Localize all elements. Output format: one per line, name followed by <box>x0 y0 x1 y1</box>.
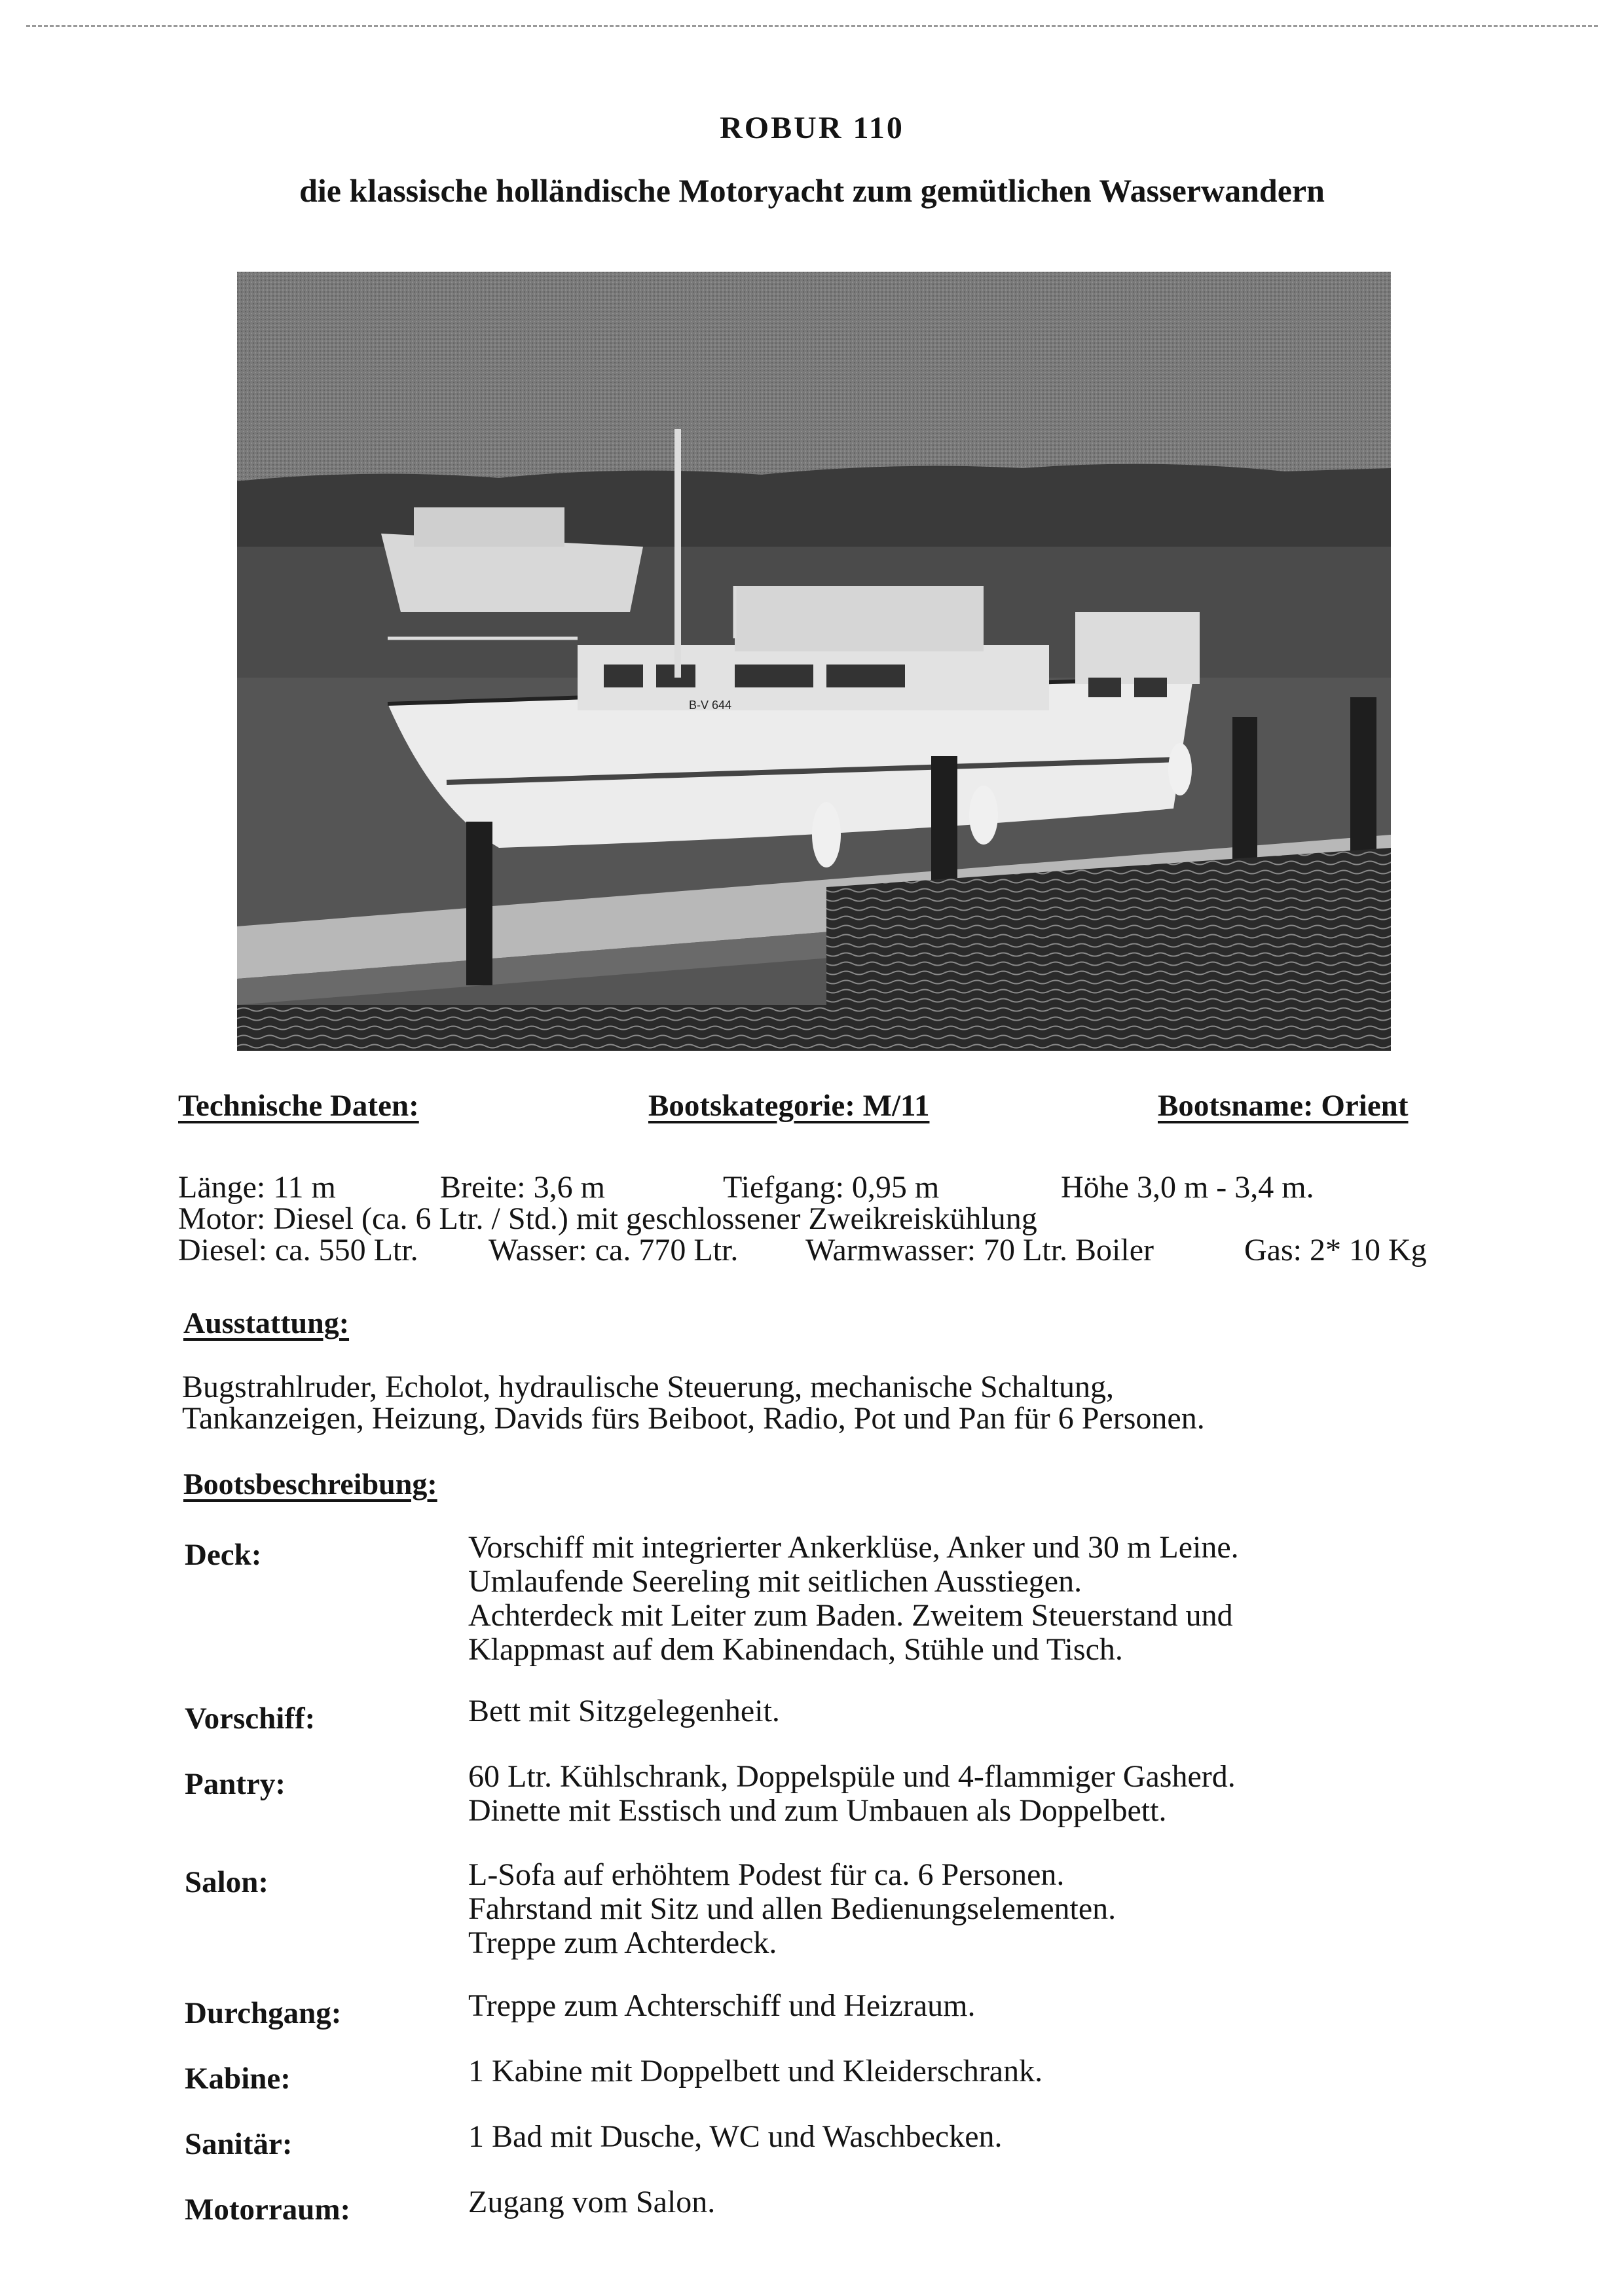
desc-sanitaer <box>468 2120 1003 2154</box>
desc-line: Achterdeck mit Leiter zum Baden. Zweitem Steuerstand und <box>468 1598 1233 1633</box>
header-boat-name: Bootsname: Orient <box>1158 1089 1409 1123</box>
label-kabine: Kabine: <box>185 2062 291 2096</box>
desc-line: Vorschiff mit integrierter Ankerklüse, Anker und 30 m Leine. <box>468 1530 1239 1565</box>
spec-gas: Gas: 2* 10 Kg <box>1244 1233 1427 1267</box>
label-vorschiff: Vorschiff: <box>185 1702 316 1736</box>
label-pantry: Pantry: <box>185 1767 286 1801</box>
desc-line: L-Sofa auf erhöhtem Podest für ca. 6 Personen. <box>468 1857 1065 1892</box>
ausstattung-line: Tankanzeigen, Heizung, Davids fürs Beiboot, Radio, Pot und Pan für 6 Personen. <box>182 1401 1205 1436</box>
desc-motorraum <box>468 2185 715 2219</box>
registration-text: B-V 644 <box>689 699 732 712</box>
spec-warmwasser: Warmwasser: 70 Ltr. Boiler <box>805 1233 1154 1267</box>
desc-line: 1 Bad mit Dusche, WC und Waschbecken. <box>468 2119 1003 2154</box>
spec-wasser: Wasser: ca. 770 Ltr. <box>489 1233 739 1267</box>
page-title: ROBUR 110 <box>720 111 904 145</box>
desc-pantry <box>468 1760 1236 1828</box>
top-dashed-rule <box>26 25 1598 27</box>
label-deck: Deck: <box>185 1538 262 1572</box>
desc-line: Zugang vom Salon. <box>468 2185 716 2219</box>
desc-durchgang <box>468 1989 975 2023</box>
ausstattung-line: Bugstrahlruder, Echolot, hydraulische Steuerung, mechanische Schaltung, <box>182 1370 1115 1404</box>
desc-vorschiff <box>468 1694 780 1728</box>
desc-line: Bett mit Sitzgelegenheit. <box>468 1694 780 1728</box>
boat-photo <box>237 272 1391 1051</box>
desc-line: 1 Kabine mit Doppelbett und Kleiderschrank. <box>468 2054 1043 2088</box>
beschreibung-heading: Bootsbeschreibung: <box>183 1467 437 1501</box>
spec-hoehe: Höhe 3,0 m - 3,4 m. <box>1061 1170 1314 1205</box>
header-technical: Technische Daten: <box>178 1089 419 1123</box>
label-durchgang: Durchgang: <box>185 1996 342 2030</box>
spec-motor: Motor: Diesel (ca. 6 Ltr. / Std.) mit geschlossener Zweikreiskühlung <box>178 1201 1037 1236</box>
spec-tiefgang: Tiefgang: 0,95 m <box>723 1170 940 1205</box>
ausstattung-heading: Ausstattung: <box>183 1306 350 1339</box>
header-category: Bootskategorie: M/11 <box>648 1089 930 1123</box>
desc-line: Klappmast auf dem Kabinendach, Stühle und Tisch. <box>468 1632 1123 1667</box>
desc-salon <box>468 1858 1116 1960</box>
desc-line: Dinette mit Esstisch und zum Umbauen als Doppelbett. <box>468 1793 1167 1828</box>
desc-line: Fahrstand mit Sitz und allen Bedienungselementen. <box>468 1891 1116 1926</box>
desc-line: 60 Ltr. Kühlschrank, Doppelspüle und 4-flammiger Gasherd. <box>468 1759 1236 1794</box>
page-subtitle: die klassische holländische Motoryacht zum gemütlichen Wasserwandern <box>299 172 1325 209</box>
label-sanitaer: Sanitär: <box>185 2127 293 2161</box>
desc-deck <box>468 1531 1239 1667</box>
desc-line: Treppe zum Achterdeck. <box>468 1925 777 1960</box>
spec-breite: Breite: 3,6 m <box>440 1170 605 1205</box>
desc-line: Umlaufende Seereling mit seitlichen Ausstiegen. <box>468 1564 1082 1599</box>
label-salon: Salon: <box>185 1865 268 1899</box>
desc-kabine <box>468 2054 1043 2088</box>
spec-laenge: Länge: 11 m <box>178 1170 336 1205</box>
label-motorraum: Motorraum: <box>185 2193 351 2227</box>
spec-diesel: Diesel: ca. 550 Ltr. <box>178 1233 418 1267</box>
desc-line: Treppe zum Achterschiff und Heizraum. <box>468 1988 976 2023</box>
